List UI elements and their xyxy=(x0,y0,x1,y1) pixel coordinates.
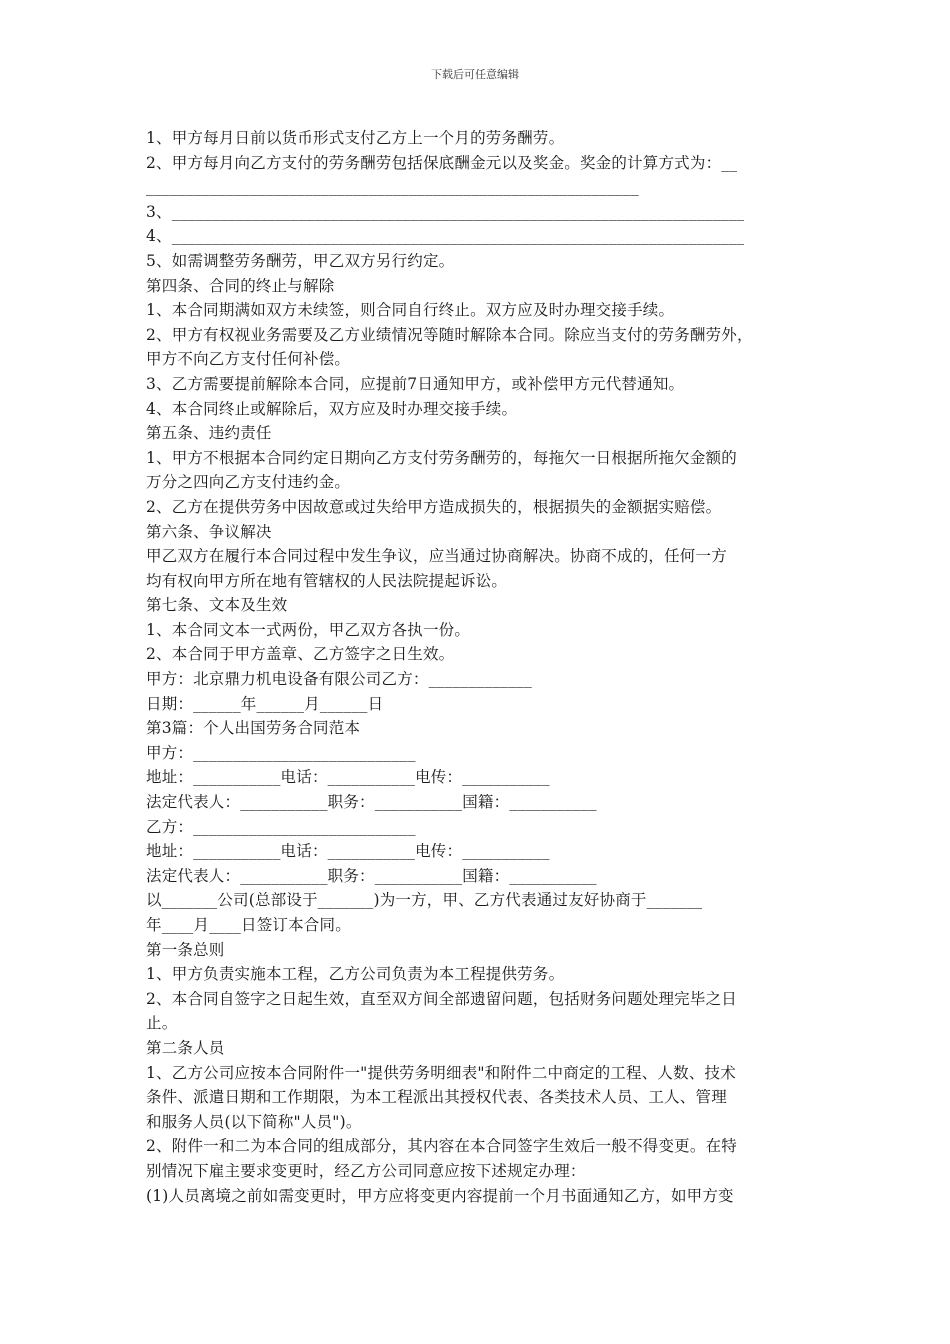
text-line: 年____月____日签订本合同。 xyxy=(146,916,351,934)
text-line: 法定代表人：___________职务：___________国籍：___________ xyxy=(146,793,597,812)
text-line: 以_______公司(总部设于_______)为一方，甲、乙方代表通过友好协商于_______ xyxy=(146,891,703,910)
text-line: 甲乙双方在履行本合同过程中发生争议，应当通过协商解决。协商不成的，任何一方 xyxy=(146,547,727,566)
text-line: 1、甲方每月日前以货币形式支付乙方上一个月的劳务酬劳。 xyxy=(146,129,565,147)
text-line: (1)人员离境之前如需变更时，甲方应将变更内容提前一个月书面通知乙方，如甲方变 xyxy=(146,1186,734,1205)
text-line: 2、附件一和二为本合同的组成部分，其内容在本合同签字生效后一般不得变更。在特 xyxy=(146,1137,737,1156)
text-line: 万分之四向乙方支付违约金。 xyxy=(146,473,351,492)
text-line: 第六条、争议解决 xyxy=(146,522,272,541)
text-line: 2、本合同自签字之日起生效，直至双方间全部遗留问题，包括财务问题处理完毕之日 xyxy=(146,989,737,1008)
text-line: 4、本合同终止或解除后，双方应及时办理交接手续。 xyxy=(146,399,518,418)
text-line: 1、甲方不根据本合同约定日期向乙方支付劳务酬劳的，每拖欠一日根据所拖欠金额的 xyxy=(146,448,737,467)
text-line: 1、本合同文本一式两份，甲乙双方各执一份。 xyxy=(146,620,471,639)
text-line: 3、乙方需要提前解除本合同，应提前7日通知甲方，或补偿甲方元代替通知。 xyxy=(146,374,685,393)
text-line: 5、如需调整劳务酬劳，甲乙双方另行约定。 xyxy=(146,251,455,270)
text-line: 地址：___________电话：___________电传：___________ xyxy=(146,768,550,787)
text-line: 第二条人员 xyxy=(146,1038,225,1057)
text-line: 甲方不向乙方支付任何补偿。 xyxy=(146,350,351,369)
text-line: 1、甲方负责实施本工程，乙方公司负责为本工程提供劳务。 xyxy=(146,965,565,984)
text-line: 法定代表人：___________职务：___________国籍：___________ xyxy=(146,866,597,885)
text-line: 条件、派遣日期和工作期限，为本工程派出其授权代表、各类技术人员、工人、管理 xyxy=(146,1088,727,1107)
text-line: 3、________________________________________________________________________ xyxy=(146,202,745,221)
text-line: 2、甲方有权视业务需要及乙方业绩情况等随时解除本合同。除应当支付的劳务酬劳外， xyxy=(146,325,753,344)
text-line: 第3篇：个人出国劳务合同范本 xyxy=(146,719,361,738)
text-line: 均有权向甲方所在地有管辖权的人民法院提起诉讼。 xyxy=(146,571,508,590)
text-line: 第七条、文本及生效 xyxy=(146,596,288,615)
text-line: 止。 xyxy=(146,1014,178,1033)
text-line: 别情况下雇主要求变更时，经乙方公司同意应按下述规定办理： xyxy=(146,1161,586,1180)
text-line: 第一条总则 xyxy=(146,940,225,959)
text-line: 1、乙方公司应按本合同附件一"提供劳务明细表"和附件二中商定的工程、人数、技术 xyxy=(146,1063,736,1082)
text-line: 第五条、违约责任 xyxy=(146,424,272,443)
text-line: 甲方：北京鼎力机电设备有限公司乙方：_____________ xyxy=(146,670,532,689)
text-line: 2、乙方在提供劳务中因故意或过失给甲方造成损失的，根据损失的金额据实赔偿。 xyxy=(146,497,722,516)
document-body xyxy=(146,126,818,1208)
text-line: 甲方：____________________________ xyxy=(146,743,416,762)
text-line: 地址：___________电话：___________电传：___________ xyxy=(146,842,550,861)
text-line: 2、甲方每月向乙方支付的劳务酬劳包括保底酬金元以及奖金。奖金的计算方式为：__ xyxy=(146,153,738,172)
text-line: 日期：______年______月______日 xyxy=(146,694,384,713)
text-line: 1、本合同期满如双方未续签，则合同自行终止。双方应及时办理交接手续。 xyxy=(146,301,675,320)
text-line: 2、本合同于甲方盖章、乙方签字之日生效。 xyxy=(146,645,455,664)
text-line: 第四条、合同的终止与解除 xyxy=(146,276,335,295)
text-line: 和服务人员(以下简称"人员")。 xyxy=(146,1112,362,1131)
text-line: 乙方：____________________________ xyxy=(146,817,416,836)
text-line: ______________________________________________________________ xyxy=(146,178,639,197)
text-line: 4、________________________________________________________________________ xyxy=(146,227,745,246)
page-header: 下载后可任意编辑 xyxy=(431,68,519,81)
